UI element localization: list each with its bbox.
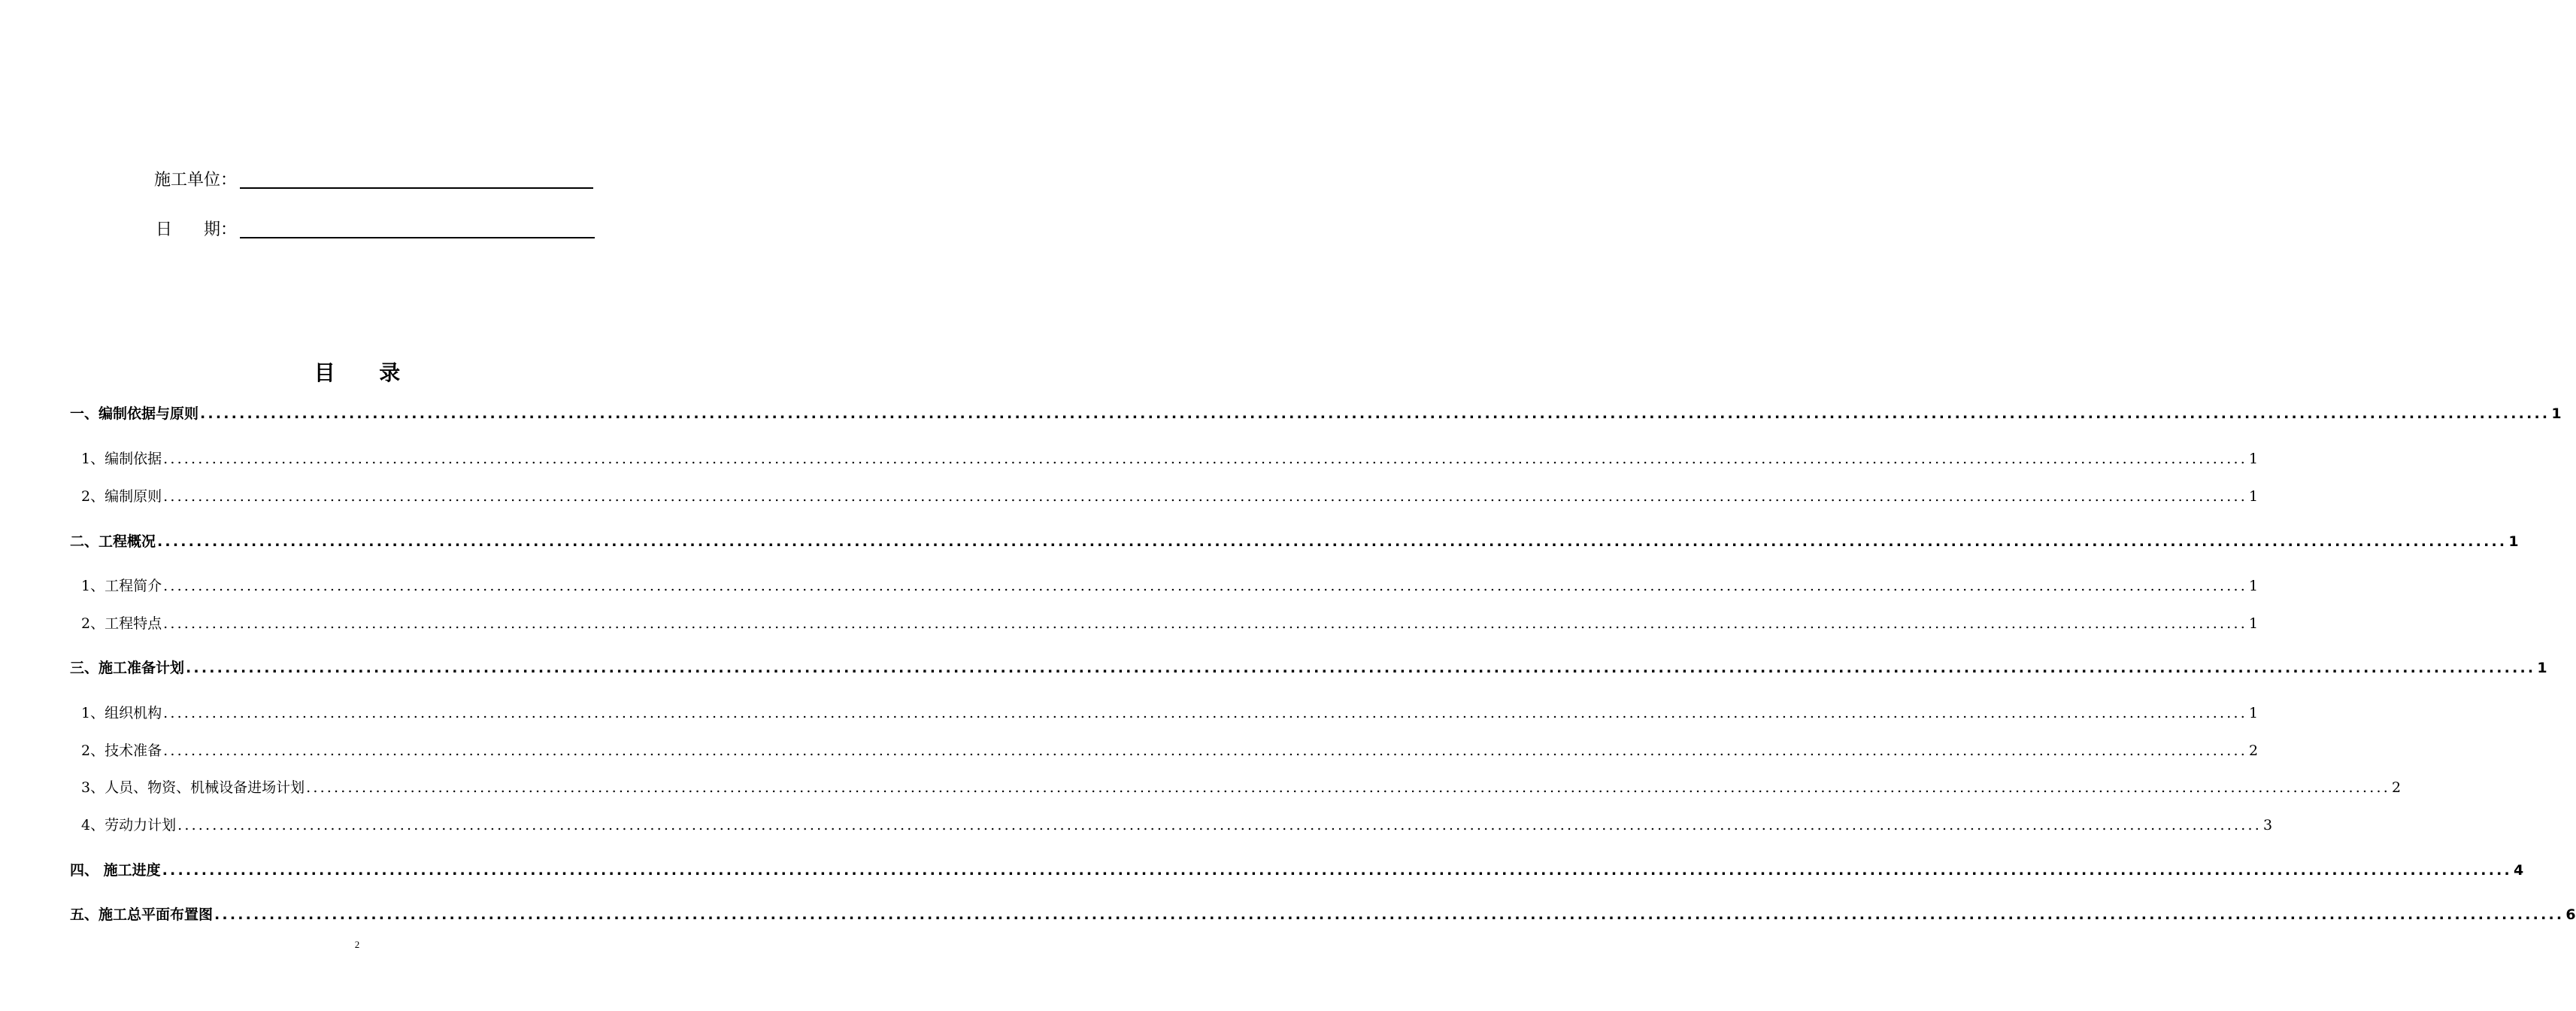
toc-entry-title: 2、技术准备 — [81, 742, 162, 759]
toc-entry-title: 二、工程概况 — [70, 533, 156, 550]
toc-chapter-entry[interactable] — [70, 658, 2547, 678]
toc-entry-page-number: 1 — [2248, 615, 2259, 632]
toc-entry-title: 1、工程简介 — [81, 578, 162, 594]
toc-entry-page-number: 1 — [2248, 578, 2259, 594]
toc-section-entry[interactable] — [81, 576, 2259, 596]
toc-entry-title: 2、工程特点 — [81, 615, 162, 632]
toc-section-entry[interactable] — [81, 487, 2259, 506]
toc-entry-page-number: 2 — [2248, 742, 2259, 759]
toc-entry-page-number: 1 — [2248, 451, 2259, 467]
toc-entry-page-number: 1 — [2508, 533, 2519, 550]
toc-dot-leader: ............................................................................................................................................................................................................................................................................................................ — [200, 405, 2550, 422]
toc-entry-title: 一、编制依据与原则 — [70, 405, 199, 422]
toc-entry-page-number: 3 — [2262, 817, 2273, 833]
toc-entry-title: 四、 施工进度 — [70, 862, 161, 879]
page-number: 2 — [354, 939, 360, 950]
toc-entry-title: 1、编制依据 — [81, 451, 162, 467]
toc-entry-title: 4、劳动力计划 — [81, 817, 177, 833]
toc-dot-leader: ............................................................................................................................................................................................................................................................................................................ — [163, 451, 2247, 467]
toc-section-entry[interactable] — [81, 741, 2259, 761]
toc-entry-title: 2、编制原则 — [81, 488, 162, 505]
toc-dot-leader: ............................................................................................................................................................................................................................................................................................................ — [163, 488, 2247, 505]
toc-dot-leader: ............................................................................................................................................................................................................................................................................................................ — [177, 817, 2262, 833]
construction-unit-blank-line — [240, 187, 593, 189]
toc-dot-leader: ............................................................................................................................................................................................................................................................................................................ — [306, 779, 2390, 796]
toc-entry-page-number: 1 — [2248, 705, 2259, 721]
toc-dot-leader: ............................................................................................................................................................................................................................................................................................................ — [163, 742, 2247, 759]
toc-section-entry[interactable] — [81, 449, 2259, 469]
date-field — [156, 217, 595, 240]
toc-entry-page-number: 1 — [2248, 488, 2259, 505]
toc-entry-title: 三、施工准备计划 — [70, 660, 185, 676]
toc-title: 目 录 — [314, 360, 401, 385]
toc-entry-page-number: 6 — [2565, 906, 2576, 923]
toc-section-entry[interactable] — [81, 778, 2402, 797]
toc-dot-leader: ............................................................................................................................................................................................................................................................................................................ — [214, 906, 2565, 923]
toc-entry-page-number: 1 — [2551, 405, 2562, 422]
toc-dot-leader: ............................................................................................................................................................................................................................................................................................................ — [157, 533, 2508, 550]
construction-unit-label: 施工单位： — [154, 171, 238, 190]
date-blank-line — [240, 236, 595, 238]
toc-chapter-entry[interactable] — [70, 532, 2519, 551]
toc-entry-page-number: 4 — [2513, 862, 2524, 879]
toc-entry-page-number: 1 — [2537, 660, 2547, 676]
construction-unit-field — [154, 167, 593, 190]
toc-section-entry[interactable] — [81, 815, 2273, 835]
toc-chapter-entry[interactable] — [70, 905, 2576, 924]
toc-chapter-entry[interactable] — [70, 404, 2562, 424]
toc-section-entry[interactable] — [81, 703, 2259, 723]
toc-chapter-entry[interactable] — [70, 861, 2524, 880]
toc-dot-leader: ............................................................................................................................................................................................................................................................................................................ — [162, 862, 2512, 879]
toc-section-entry[interactable] — [81, 614, 2259, 633]
toc-dot-leader: ............................................................................................................................................................................................................................................................................................................ — [186, 660, 2536, 676]
toc-dot-leader: ............................................................................................................................................................................................................................................................................................................ — [163, 705, 2247, 721]
toc-dot-leader: ............................................................................................................................................................................................................................................................................................................ — [163, 615, 2247, 632]
toc-entry-title: 1、组织机构 — [81, 705, 162, 721]
toc-entry-title: 五、施工总平面布置图 — [70, 906, 214, 923]
toc-entry-page-number: 2 — [2391, 779, 2402, 796]
toc-entry-title: 3、人员、物资、机械设备进场计划 — [81, 779, 305, 796]
toc-dot-leader: ............................................................................................................................................................................................................................................................................................................ — [163, 578, 2247, 594]
date-label: 日 期： — [156, 220, 237, 239]
